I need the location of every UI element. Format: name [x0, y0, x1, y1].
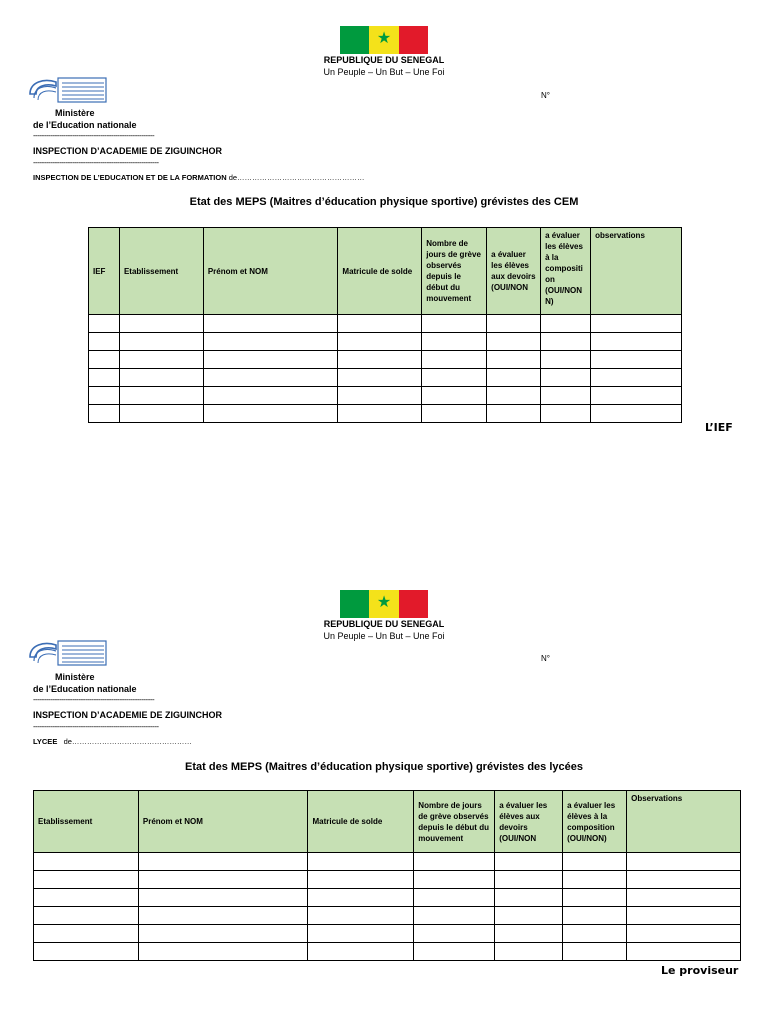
- ministry-logo-icon: [26, 76, 108, 104]
- table-row: [34, 943, 741, 961]
- ief-signature-label: L’IEF: [705, 421, 733, 434]
- table-row: [34, 871, 741, 889]
- col-evaluer-devoirs: a évaluer les élèves aux devoirs (OUI/NON: [487, 228, 541, 315]
- col-nombre-jours: Nombre de jours de grève observés depuis le début du mouvement: [414, 791, 495, 853]
- republic-motto: Un Peuple – Un But – Une Foi: [323, 631, 445, 641]
- ministry-line2: de l’Education nationale: [33, 684, 137, 694]
- separator-dashes: --------------------------------------------------------: [33, 131, 155, 140]
- table-row: [34, 889, 741, 907]
- table-row: [89, 369, 682, 387]
- ministry-line1: Ministère: [55, 672, 95, 682]
- lycee-label: LYCEE: [33, 737, 58, 746]
- table-row: [89, 351, 682, 369]
- table-row: [34, 853, 741, 871]
- col-observations: Observations: [627, 791, 741, 853]
- ministry-logo-icon: [26, 639, 108, 667]
- ief-label: INSPECTION DE L’EDUCATION ET DE LA FORMATION: [33, 173, 227, 182]
- senegal-flag-icon: ★: [340, 26, 428, 54]
- academie-label: INSPECTION D’ACADEMIE DE ZIGUINCHOR: [33, 146, 223, 156]
- document-number-label: N°: [541, 91, 550, 100]
- col-matricule: Matricule de solde: [308, 791, 414, 853]
- senegal-flag-icon: ★: [340, 590, 428, 618]
- republic-title: REPUBLIQUE DU SENEGAL: [323, 619, 445, 629]
- col-prenom-nom: Prénom et NOM: [138, 791, 308, 853]
- ministry-line1: Ministère: [55, 108, 95, 118]
- document-number-label: N°: [541, 654, 550, 663]
- ief-line: [33, 173, 365, 182]
- cem-strikers-table: [88, 227, 682, 423]
- col-etablissement: Etablissement: [34, 791, 139, 853]
- separator-dashes: --------------------------------------------------------: [33, 695, 155, 704]
- col-observations: observations: [591, 228, 682, 315]
- col-evaluer-composition: a évaluer les élèves à la composition (OUI/NON): [563, 791, 627, 853]
- col-ief: IEF: [89, 228, 120, 315]
- ief-fill-line: de……………………………………………: [228, 173, 365, 182]
- table-row: [89, 405, 682, 423]
- col-prenom-nom: Prénom et NOM: [203, 228, 338, 315]
- lycee-line: [33, 737, 192, 746]
- table-row: [34, 907, 741, 925]
- lycee-fill-line: de…………………………………………: [63, 737, 192, 746]
- table-row: [89, 387, 682, 405]
- separator-dashes: ----------------------------------------------------------: [33, 722, 159, 731]
- proviseur-signature-label: Le proviseur: [661, 964, 739, 977]
- separator-dashes: ----------------------------------------------------------: [33, 158, 159, 167]
- table-row: [89, 315, 682, 333]
- col-evaluer-devoirs: a évaluer les élèves aux devoirs (OUI/NON: [495, 791, 563, 853]
- table-row: [89, 333, 682, 351]
- ministry-line2: de l’Education nationale: [33, 120, 137, 130]
- cem-table-title: Etat des MEPS (Maitres d’éducation physique sportive) grévistes des CEM: [189, 196, 579, 208]
- col-etablissement: Etablissement: [119, 228, 203, 315]
- table-row: [34, 925, 741, 943]
- col-evaluer-composition: a évaluer les élèves à la compositi on (OUI/NON N): [541, 228, 591, 315]
- lycee-table-title: Etat des MEPS (Maitres d’éducation physique sportive) grévistes des lycées: [185, 761, 583, 773]
- col-nombre-jours: Nombre de jours de grève observés depuis le début du mouvement: [422, 228, 487, 315]
- lycee-strikers-table: [33, 790, 741, 961]
- republic-title: REPUBLIQUE DU SENEGAL: [323, 55, 445, 65]
- col-matricule: Matricule de solde: [338, 228, 422, 315]
- republic-motto: Un Peuple – Un But – Une Foi: [323, 67, 445, 77]
- academie-label: INSPECTION D’ACADEMIE DE ZIGUINCHOR: [33, 710, 223, 720]
